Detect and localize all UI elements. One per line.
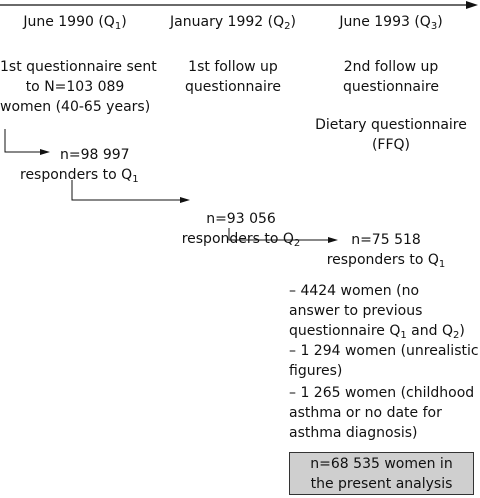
responders-q3: n=75 518 responders to $Q_1$ (326, 232, 446, 270)
responders-q2: n=93 056 responders to $Q_2$ (181, 211, 301, 249)
exclusion-unrealistic: – 1 294 women (unrealistic figures) (289, 343, 479, 379)
responders-q1: n=98 997 responders to $Q_1$ (20, 147, 139, 185)
timeline-date-1: June 1990 $(Q_1)$ (23, 14, 127, 32)
final-analysis-box (289, 452, 474, 495)
timeline-date-3: June 1993 $(Q_3)$ (339, 14, 443, 32)
exclusion-childhood-asthma: – 1 265 women (childhood asthma or no date for asthma diagnosis) (289, 385, 475, 441)
q2-description: 1st follow up questionnaire (185, 59, 281, 95)
final-analysis-text: n=68 535 women in the present analysis (310, 456, 453, 492)
ffq-description: Dietary questionnaire (FFQ) (315, 117, 467, 153)
timeline-date-2: January 1992 $(Q_2)$ (170, 14, 296, 32)
exclusion-no-answer: – 4424 women (no answer to previous questionnaire $Q_1$ and $Q_2$) (289, 283, 465, 341)
timeline-arrowhead (466, 1, 478, 9)
connector-q2-arrowhead (180, 197, 190, 203)
q1-description: 1st questionnaire sent to N=103 089 women (40-65 years) (0, 59, 157, 115)
q3-description: 2nd follow up questionnaire (343, 59, 439, 95)
